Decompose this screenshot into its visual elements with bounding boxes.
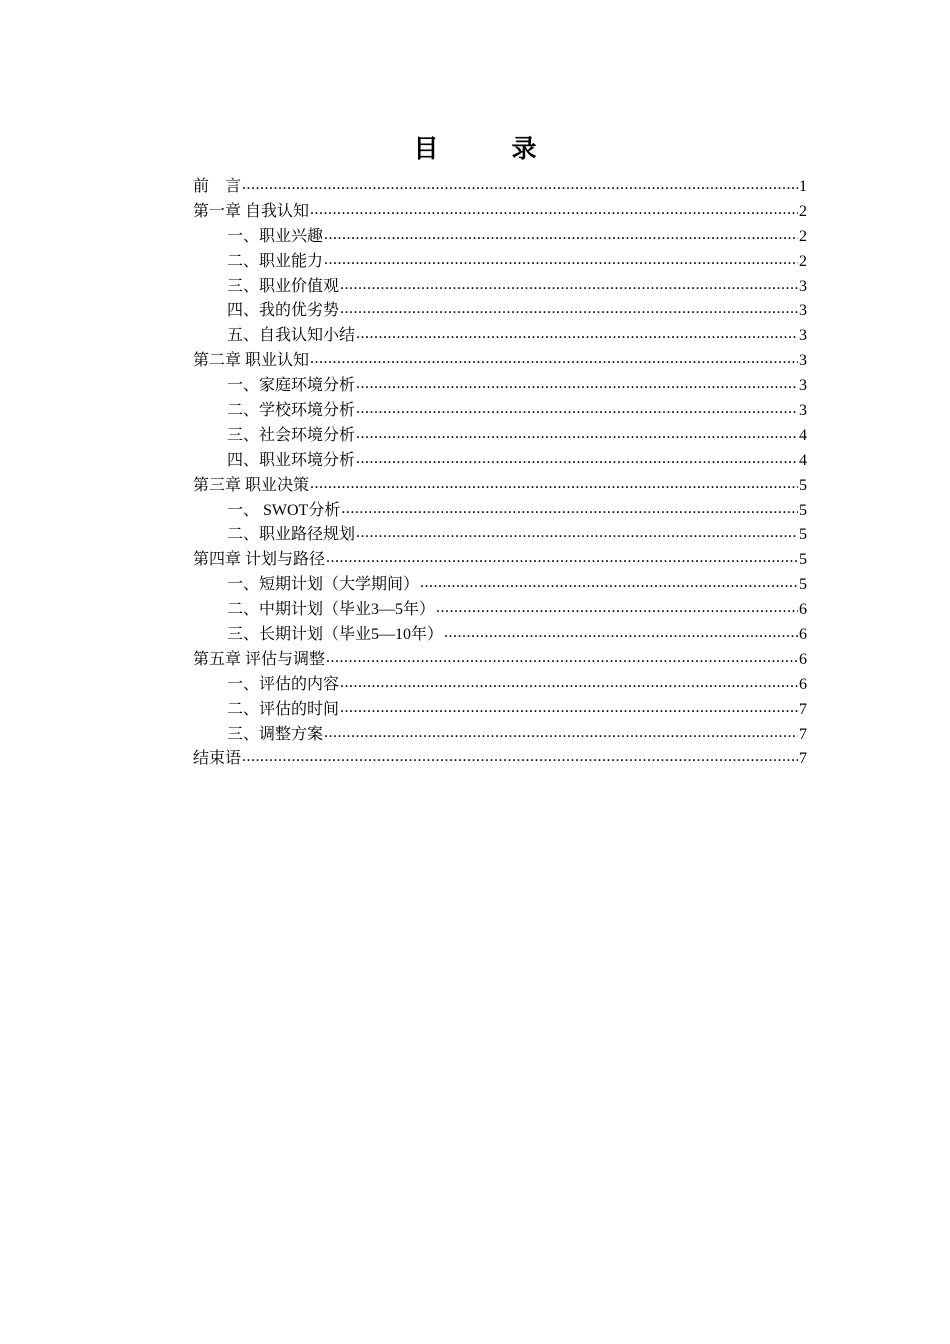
toc-page-number: 4 — [799, 426, 807, 444]
toc-dot-leader — [310, 351, 798, 365]
toc-page-number: 7 — [799, 725, 807, 743]
toc-subentry[interactable] — [193, 449, 807, 474]
toc-page-number: 3 — [799, 302, 807, 320]
toc-page-number: 2 — [799, 252, 807, 270]
toc-dot-leader — [340, 700, 798, 714]
toc-page-number: 6 — [799, 601, 807, 619]
toc-entry-label: 三、职业价值观 — [227, 277, 340, 295]
toc-entry-label: 五、自我认知小结 — [227, 327, 356, 345]
toc-subentry[interactable] — [193, 723, 807, 748]
toc-page-number: 1 — [799, 178, 807, 195]
toc-subentry[interactable] — [193, 573, 807, 598]
toc-entry-label: 前 言 — [193, 178, 242, 195]
toc-entry-label: 第五章 评估与调整 — [193, 650, 326, 668]
toc-dot-leader — [326, 550, 798, 564]
toc-entry[interactable] — [193, 474, 807, 499]
toc-page-number: 2 — [799, 202, 807, 220]
toc-page-number: 6 — [799, 650, 807, 668]
toc-page-number: 6 — [799, 626, 807, 644]
toc-dot-leader — [340, 301, 798, 315]
toc-page-number: 7 — [799, 700, 807, 718]
toc-entry-label: 一、评估的内容 — [227, 675, 340, 693]
toc-subentry[interactable] — [193, 374, 807, 399]
toc-page-number: 3 — [799, 402, 807, 420]
toc-page-number: 4 — [799, 451, 807, 469]
toc-subentry[interactable] — [193, 499, 807, 524]
toc-entry-label: 结束语 — [193, 750, 242, 768]
toc-dot-leader — [310, 476, 798, 490]
toc-subentry[interactable] — [193, 399, 807, 424]
toc-subentry[interactable] — [193, 225, 807, 250]
toc-dot-leader — [436, 600, 798, 614]
toc-subentry[interactable] — [193, 598, 807, 623]
toc-page-number: 6 — [799, 675, 807, 693]
page-title: 目 录 — [413, 136, 561, 163]
toc-entry[interactable] — [193, 349, 807, 374]
toc-page-number: 3 — [799, 377, 807, 395]
toc-entry-label: 四、我的优劣势 — [227, 302, 340, 320]
toc-subentry[interactable] — [193, 299, 807, 324]
toc-entry-label: 一、短期计划（大学期间） — [227, 576, 420, 594]
toc-subentry[interactable] — [193, 523, 807, 548]
toc-entry[interactable] — [193, 548, 807, 573]
toc-dot-leader — [356, 326, 798, 340]
toc-entry-label: 二、职业路径规划 — [227, 526, 356, 544]
toc-dot-leader — [356, 426, 798, 440]
toc-subentry[interactable] — [193, 673, 807, 698]
toc-dot-leader — [324, 252, 798, 266]
toc-page-number: 5 — [799, 476, 807, 494]
toc-dot-leader — [444, 625, 798, 639]
toc-dot-leader — [324, 725, 798, 739]
toc-list — [193, 175, 807, 772]
toc-entry[interactable] — [193, 175, 807, 200]
toc-dot-leader — [340, 675, 798, 689]
toc-entry[interactable] — [193, 747, 807, 772]
toc-dot-leader — [356, 376, 798, 390]
toc-entry-label: 四、职业环境分析 — [227, 451, 356, 469]
toc-subentry[interactable] — [193, 424, 807, 449]
toc-entry-label: 第四章 计划与路径 — [193, 551, 326, 569]
toc-page-number: 5 — [799, 526, 807, 544]
toc-entry-label: 一、家庭环境分析 — [227, 377, 356, 395]
toc-entry-label: 二、学校环境分析 — [227, 402, 356, 420]
toc-entry[interactable] — [193, 648, 807, 673]
toc-page-number: 5 — [799, 551, 807, 569]
toc-dot-leader — [324, 227, 798, 241]
toc-subentry[interactable] — [193, 275, 807, 300]
toc-subentry[interactable] — [193, 623, 807, 648]
toc-dot-leader — [420, 575, 798, 589]
toc-subentry[interactable] — [193, 324, 807, 349]
toc-page-number: 5 — [799, 501, 807, 519]
toc-entry-label: 一、职业兴趣 — [227, 227, 324, 245]
toc-dot-leader — [310, 202, 798, 216]
toc-entry-label: 第三章 职业决策 — [193, 476, 310, 494]
toc-subentry[interactable] — [193, 250, 807, 275]
toc-page-number: 7 — [799, 750, 807, 768]
toc-dot-leader — [356, 451, 798, 465]
toc-dot-leader — [356, 401, 798, 415]
toc-dot-leader — [326, 650, 798, 664]
toc-page-number: 3 — [799, 277, 807, 295]
toc-entry-label: 三、长期计划（毕业5—10年） — [227, 626, 444, 644]
toc-dot-leader — [341, 501, 798, 515]
toc-entry-label: 三、社会环境分析 — [227, 426, 356, 444]
toc-entry-label: 一、 SWOT分析 — [227, 501, 341, 519]
toc-page-number: 5 — [799, 576, 807, 594]
toc-entry-label: 二、中期计划（毕业3—5年） — [227, 601, 436, 619]
toc-dot-leader — [242, 177, 798, 191]
toc-entry-label: 第二章 职业认知 — [193, 352, 310, 370]
toc-entry-label: 第一章 自我认知 — [193, 202, 310, 220]
toc-dot-leader — [340, 277, 798, 291]
toc-subentry[interactable] — [193, 698, 807, 723]
toc-page-number: 3 — [799, 327, 807, 345]
toc-page-number: 3 — [799, 352, 807, 370]
toc-entry[interactable] — [193, 200, 807, 225]
toc-entry-label: 二、职业能力 — [227, 252, 324, 270]
toc-entry-label: 二、评估的时间 — [227, 700, 340, 718]
toc-dot-leader — [242, 749, 798, 763]
toc-page-number: 2 — [799, 227, 807, 245]
toc-dot-leader — [356, 525, 798, 539]
toc-entry-label: 三、调整方案 — [227, 725, 324, 743]
